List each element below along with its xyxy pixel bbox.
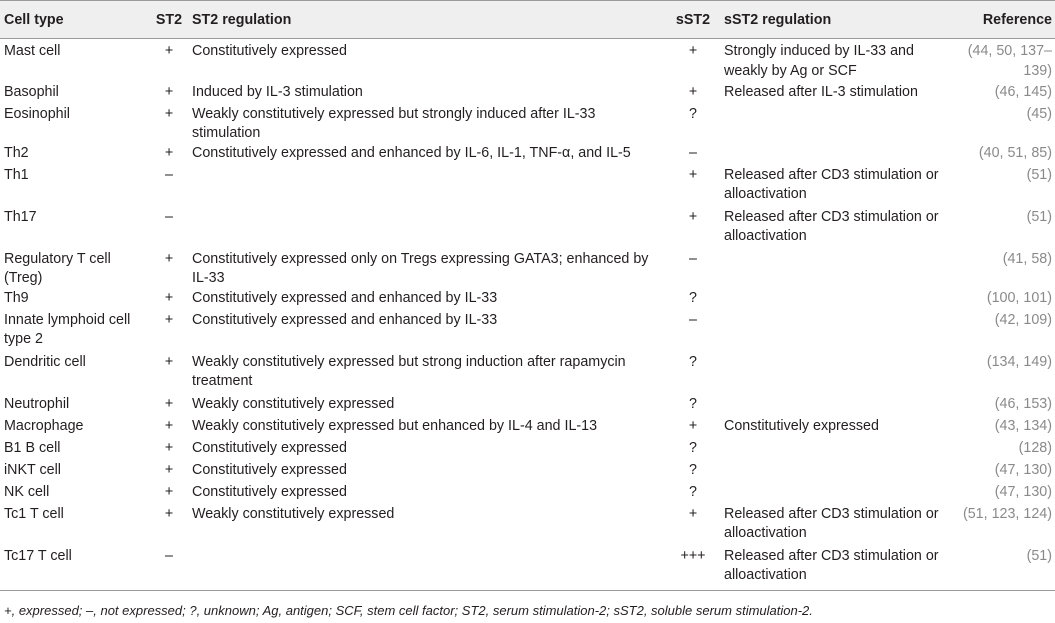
sst2-value: + bbox=[688, 208, 698, 225]
sst2-value: ? bbox=[689, 353, 697, 370]
table-body bbox=[0, 39, 1055, 591]
reference: (128) bbox=[1018, 439, 1052, 456]
sst2-value: ? bbox=[689, 461, 697, 478]
table-row bbox=[0, 353, 1055, 395]
st2-regulation: Constitutively expressed bbox=[192, 483, 347, 500]
sst2-value: ? bbox=[689, 105, 697, 122]
sst2-value: – bbox=[689, 311, 697, 328]
cell-type: Eosinophil bbox=[4, 105, 70, 122]
reference: (51, 123, 124) bbox=[962, 505, 1052, 522]
sst2-value: + bbox=[688, 417, 698, 434]
table-row bbox=[0, 547, 1055, 591]
sst2-regulation: Constitutively expressed bbox=[724, 417, 879, 434]
sst2-regulation: Strongly induced by IL-33 and weakly by Ag or SCF bbox=[724, 43, 914, 79]
sst2-regulation: Released after CD3 stimulation or alloactivation bbox=[724, 166, 939, 202]
reference: (42, 109) bbox=[994, 311, 1052, 328]
st2-value: + bbox=[164, 83, 174, 100]
cell-type: Neutrophil bbox=[4, 395, 70, 412]
header-cell-type: Cell type bbox=[4, 11, 64, 28]
st2-regulation: Constitutively expressed bbox=[192, 461, 347, 478]
sst2-value: ? bbox=[689, 289, 697, 306]
reference: (41, 58) bbox=[1002, 250, 1052, 267]
sst2-regulation: Released after CD3 stimulation or alloactivation bbox=[724, 547, 939, 583]
sst2-value: – bbox=[689, 250, 697, 267]
cell-type: Tc17 T cell bbox=[4, 547, 72, 564]
sst2-value: + bbox=[688, 83, 698, 100]
table-row bbox=[0, 39, 1055, 83]
sst2-regulation bbox=[720, 395, 948, 417]
st2-value: + bbox=[164, 417, 174, 434]
reference: (40, 51, 85) bbox=[978, 144, 1052, 161]
reference: (47, 130) bbox=[994, 461, 1052, 478]
sst2-value: – bbox=[689, 144, 697, 161]
reference: (45) bbox=[1026, 105, 1052, 122]
st2-regulation: Constitutively expressed and enhanced by IL-33 bbox=[192, 289, 498, 306]
header-sst2: sST2 bbox=[675, 11, 711, 28]
cell-type: B1 B cell bbox=[4, 439, 61, 456]
st2-value: + bbox=[164, 289, 174, 306]
table-row bbox=[0, 289, 1055, 311]
st2-regulation: Weakly constitutively expressed bbox=[192, 505, 395, 522]
sst2-value: ? bbox=[689, 439, 697, 456]
table-row bbox=[0, 395, 1055, 417]
st2-regulation: Constitutively expressed and enhanced by IL-6, IL-1, TNF-α, and IL-5 bbox=[192, 144, 631, 161]
st2-regulation: Weakly constitutively expressed but strong induction after rapamycin treatment bbox=[192, 353, 626, 389]
header-sst2-regulation: sST2 regulation bbox=[724, 11, 832, 28]
sst2-regulation bbox=[720, 250, 948, 289]
header-reference: Reference bbox=[982, 11, 1052, 28]
cell-type: Macrophage bbox=[4, 417, 84, 434]
reference: (43, 134) bbox=[994, 417, 1052, 434]
table-row bbox=[0, 505, 1055, 547]
cell-type: Dendritic cell bbox=[4, 353, 86, 370]
cell-type: Tc1 T cell bbox=[4, 505, 64, 522]
header-row bbox=[0, 1, 1055, 39]
st2-value: + bbox=[164, 353, 174, 370]
table-row bbox=[0, 250, 1055, 289]
sst2-regulation bbox=[720, 439, 948, 461]
st2-value: + bbox=[164, 311, 174, 328]
st2-value: + bbox=[164, 439, 174, 456]
reference: (51) bbox=[1026, 166, 1052, 183]
st2-value: + bbox=[164, 461, 174, 478]
sst2-regulation bbox=[720, 105, 948, 144]
sst2-value: + bbox=[688, 505, 698, 522]
table-row bbox=[0, 144, 1055, 166]
reference: (51) bbox=[1026, 208, 1052, 225]
cell-type: NK cell bbox=[4, 483, 50, 500]
reference: (46, 145) bbox=[994, 83, 1052, 100]
sst2-regulation: Released after CD3 stimulation or alloactivation bbox=[724, 208, 939, 244]
table-row bbox=[0, 417, 1055, 439]
table-row bbox=[0, 208, 1055, 250]
table-header bbox=[0, 1, 1055, 39]
st2-value: + bbox=[164, 483, 174, 500]
st2-regulation: Weakly constitutively expressed bbox=[192, 395, 395, 412]
st2-value: + bbox=[164, 43, 174, 59]
cell-type: Basophil bbox=[4, 83, 59, 100]
st2-value: + bbox=[164, 105, 174, 122]
reference: (46, 153) bbox=[994, 395, 1052, 412]
st2-value: + bbox=[164, 250, 174, 267]
st2-value: – bbox=[165, 547, 173, 564]
sst2-value: + bbox=[688, 166, 698, 183]
sst2-regulation bbox=[720, 144, 948, 166]
sst2-regulation bbox=[720, 311, 948, 353]
header-st2: ST2 bbox=[155, 11, 183, 28]
st2-regulation: Constitutively expressed only on Tregs expressing GATA3; enhanced by IL-33 bbox=[192, 250, 649, 286]
cell-type: Mast cell bbox=[4, 43, 61, 59]
sst2-regulation: Released after CD3 stimulation or alloactivation bbox=[724, 505, 939, 541]
st2-value: + bbox=[164, 144, 174, 161]
table-row bbox=[0, 83, 1055, 105]
sst2-regulation bbox=[720, 483, 948, 505]
sst2-value: + bbox=[688, 43, 698, 59]
st2-regulation: Induced by IL-3 stimulation bbox=[192, 83, 363, 100]
st2-regulation: Weakly constitutively expressed but enhanced by IL-4 and IL-13 bbox=[192, 417, 598, 434]
sst2-regulation: Released after IL-3 stimulation bbox=[724, 83, 918, 100]
reference: (51) bbox=[1026, 547, 1052, 564]
st2-regulation: Constitutively expressed and enhanced by IL-33 bbox=[192, 311, 498, 328]
sst2-value: ? bbox=[689, 395, 697, 412]
st2-regulation: Constitutively expressed bbox=[192, 439, 347, 456]
sst2-regulation bbox=[720, 461, 948, 483]
reference: (100, 101) bbox=[986, 289, 1052, 306]
cell-type: Regulatory T cell (Treg) bbox=[4, 250, 111, 286]
table-row bbox=[0, 166, 1055, 208]
sst2-value: ? bbox=[689, 483, 697, 500]
st2-value: – bbox=[165, 208, 173, 225]
table-row bbox=[0, 439, 1055, 461]
sst2-value: +++ bbox=[680, 547, 706, 564]
table-row bbox=[0, 311, 1055, 353]
table-row bbox=[0, 461, 1055, 483]
cell-type: Th2 bbox=[4, 144, 29, 161]
cell-type: iNKT cell bbox=[4, 461, 61, 478]
reference: (134, 149) bbox=[986, 353, 1052, 370]
st2-regulation: Constitutively expressed bbox=[192, 43, 347, 59]
table-row bbox=[0, 105, 1055, 144]
sst2-regulation bbox=[720, 289, 948, 311]
table-row bbox=[0, 483, 1055, 505]
st2-value: – bbox=[165, 166, 173, 183]
st2-regulation: Weakly constitutively expressed but strongly induced after IL-33 stimulation bbox=[192, 105, 596, 141]
table-footnote: +, expressed; –, not expressed; ?, unknown; Ag, antigen; SCF, stem cell factor; ST2, serum stimulation-2; sST2, soluble serum stimulation-2. bbox=[4, 603, 813, 618]
st2-regulation bbox=[188, 208, 666, 250]
header-st2-regulation: ST2 regulation bbox=[192, 11, 292, 28]
reference: (47, 130) bbox=[994, 483, 1052, 500]
cell-type: Th1 bbox=[4, 166, 29, 183]
st2-regulation bbox=[188, 547, 666, 591]
reference: (44, 50, 137–139) bbox=[967, 43, 1052, 79]
sst2-regulation bbox=[720, 353, 948, 395]
cell-type: Innate lymphoid cell type 2 bbox=[4, 311, 131, 347]
st2-value: + bbox=[164, 505, 174, 522]
cell-type: Th17 bbox=[4, 208, 37, 225]
cell-type: Th9 bbox=[4, 289, 29, 306]
st2-value: + bbox=[164, 395, 174, 412]
st2-regulation bbox=[188, 166, 666, 208]
